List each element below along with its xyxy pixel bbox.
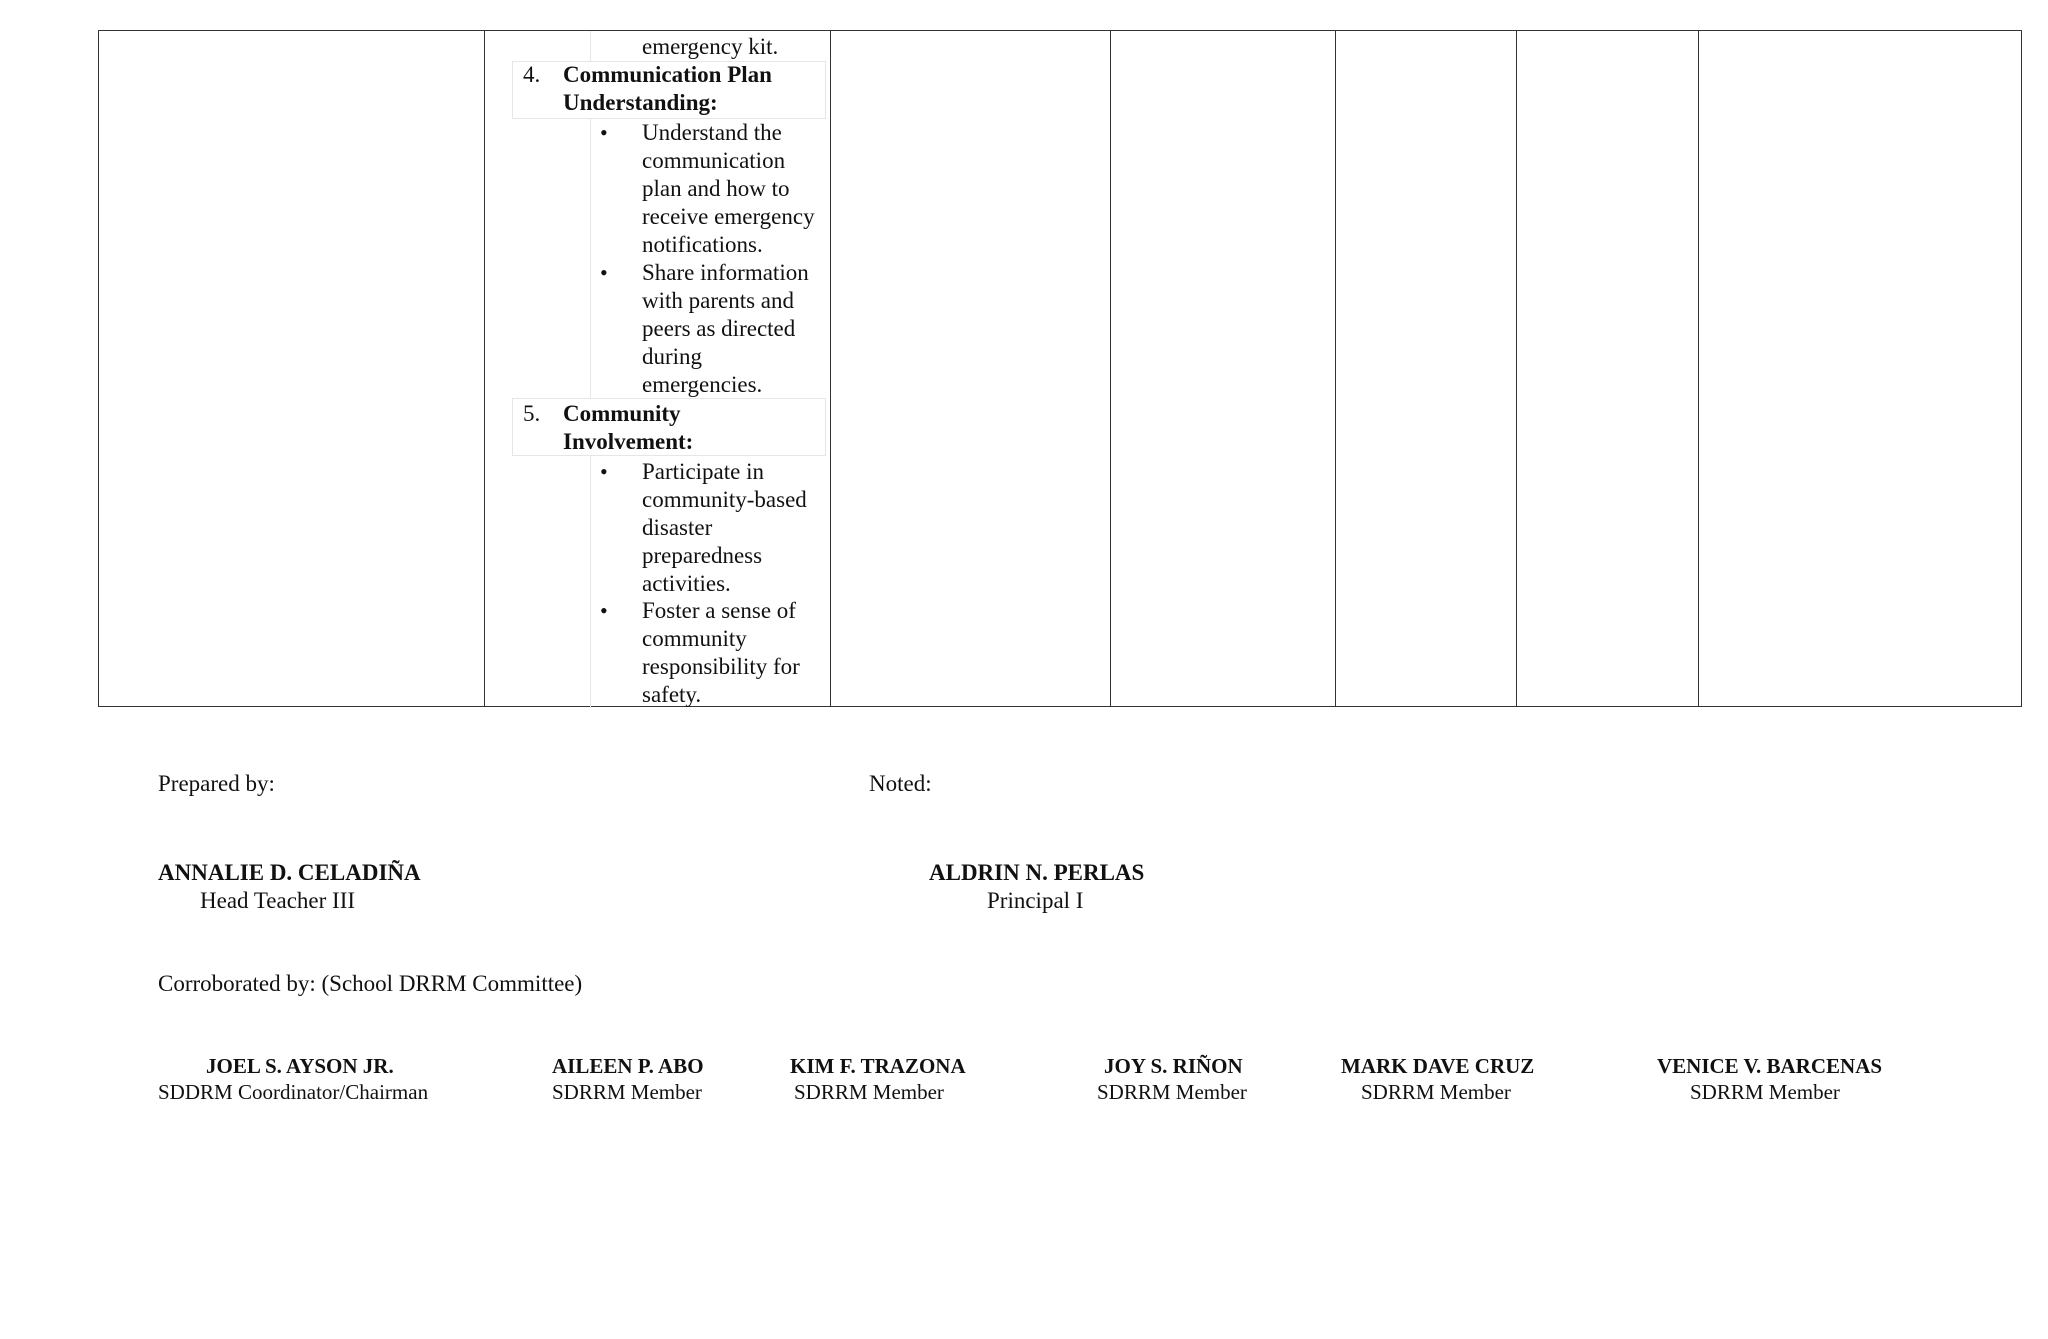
bullet-text: Participate in [642, 459, 764, 484]
committee-title: SDDRM Coordinator/Chairman [158, 1080, 429, 1104]
bullet-text: Foster a sense of [642, 598, 796, 623]
expected-outcomes-cell [99, 31, 2021, 706]
section-title: Understanding: [563, 90, 718, 115]
bullet-text: activities. [642, 571, 731, 596]
bullet-icon: • [600, 459, 608, 484]
bullet-text: safety. [642, 682, 702, 707]
committee-title: SDRRM Member [1690, 1080, 1840, 1104]
section-title: Community [563, 401, 681, 426]
committee-name: MARK DAVE CRUZ [1341, 1054, 1535, 1078]
bullet-text: community [642, 626, 747, 651]
bullet-text: emergencies. [642, 372, 763, 397]
committee-name: VENICE V. BARCENAS [1657, 1054, 1883, 1078]
bullet-text: plan and how to [642, 176, 790, 201]
plan-table [98, 30, 2022, 707]
committee-title: SDRRM Member [1361, 1080, 1511, 1104]
corroborated-label: Corroborated by: (School DRRM Committee) [158, 971, 583, 996]
preparer-name: ANNALIE D. CELADIÑA [158, 860, 421, 885]
section-number: 4. [523, 62, 541, 87]
bullet-text: community-based [642, 487, 807, 512]
bullet-text: Share information [642, 260, 809, 285]
preparer-title: Head Teacher III [200, 888, 356, 913]
prepared-by-label: Prepared by: [158, 771, 275, 796]
section-title: Communication Plan [563, 62, 772, 87]
bullet-text: disaster [642, 515, 713, 540]
section-title: Involvement: [563, 429, 694, 454]
bullet-text: receive emergency [642, 204, 815, 229]
bullet-text: with parents and [642, 288, 795, 313]
committee-title: SDRRM Member [794, 1080, 944, 1104]
bullet-text: preparedness [642, 543, 763, 568]
committee-name: KIM F. TRAZONA [790, 1054, 966, 1078]
bullet-text: communication [642, 148, 786, 173]
bullet-text: responsibility for [642, 654, 800, 679]
noter-title: Principal I [987, 888, 1084, 913]
bullet-icon: • [600, 598, 608, 623]
committee-title: SDRRM Member [1097, 1080, 1247, 1104]
bullet-icon: • [600, 120, 608, 145]
continued-text: emergency kit. [642, 34, 779, 59]
bullet-text: Understand the [642, 120, 782, 145]
bullet-text: notifications. [642, 232, 763, 257]
committee-name: JOEL S. AYSON JR. [206, 1054, 394, 1078]
committee-title: SDRRM Member [552, 1080, 702, 1104]
bullet-text: during [642, 344, 703, 369]
committee-name: JOY S. RIÑON [1104, 1054, 1243, 1078]
noter-name: ALDRIN N. PERLAS [929, 860, 1145, 885]
bullet-text: peers as directed [642, 316, 796, 341]
noted-label: Noted: [869, 771, 932, 796]
committee-name: AILEEN P. ABO [552, 1054, 704, 1078]
section-number: 5. [523, 401, 541, 426]
bullet-icon: • [600, 260, 608, 285]
